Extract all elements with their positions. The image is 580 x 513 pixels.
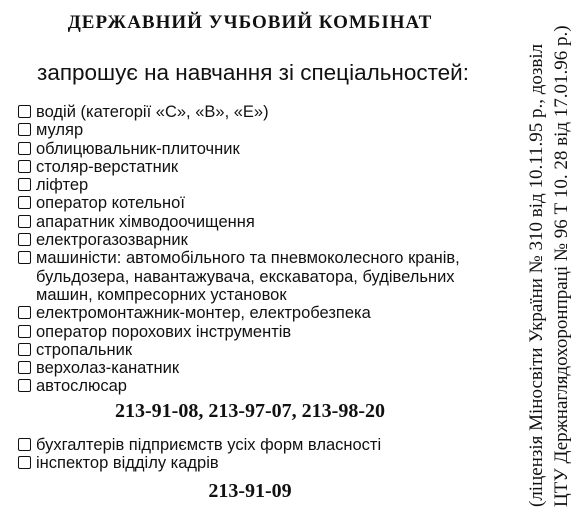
specialty-label: автослюсар [36, 377, 127, 396]
checkbox-icon[interactable] [18, 343, 31, 356]
checkbox-icon[interactable] [18, 361, 31, 374]
checkbox-icon[interactable] [18, 215, 31, 228]
list-item [18, 194, 518, 212]
specialty-label: облицювальник-плиточник [36, 139, 240, 158]
specialty-label: верхолаз-канатник [36, 359, 180, 378]
list-item [18, 158, 518, 176]
list-item [18, 213, 518, 231]
specialty-list [18, 103, 518, 396]
checkbox-icon[interactable] [18, 379, 31, 392]
list-item [18, 454, 518, 472]
checkbox-icon[interactable] [18, 438, 31, 451]
list-item [18, 323, 518, 341]
checkbox-icon[interactable] [18, 325, 31, 338]
license-text [524, 0, 580, 513]
checkbox-icon[interactable] [18, 142, 31, 155]
specialty-label: стропальник [36, 340, 133, 359]
checkbox-icon[interactable] [18, 196, 31, 209]
specialty-label: бухгалтерів підприємств усіх форм власності [36, 436, 382, 454]
list-item [18, 304, 518, 322]
list-item [18, 341, 518, 359]
checkbox-icon[interactable] [18, 251, 31, 264]
phone-number-secondary: 213-91-09 [208, 480, 292, 502]
license-note [524, 0, 580, 513]
specialty-label: столяр-верстатник [36, 157, 179, 176]
checkbox-icon[interactable] [18, 105, 31, 118]
list-item [18, 176, 518, 194]
page-subtitle: запрошує на навчання зі спеціальностей: [37, 60, 470, 85]
specialty-label: муляр [36, 121, 84, 140]
list-item [18, 377, 518, 395]
specialty-list-secondary [18, 436, 518, 473]
checkbox-icon[interactable] [18, 306, 31, 319]
license-line-2: ЦТУ Держнаглядохоронпраці № 96 Т 10. 28 від 17.01.96 р.) [551, 25, 572, 507]
specialty-label: інспектор відділу кадрів [36, 454, 219, 473]
specialty-label: водій (категорії «С», «В», «Е») [36, 103, 269, 121]
list-item [18, 359, 518, 377]
checkbox-icon[interactable] [18, 160, 31, 173]
list-item [18, 231, 518, 249]
list-item [18, 140, 518, 158]
specialty-label: оператор котельної [36, 194, 185, 213]
specialty-label: ліфтер [36, 176, 89, 195]
checkbox-icon[interactable] [18, 456, 31, 469]
specialty-label: електромонтажник-монтер, електробезпека [36, 304, 371, 323]
list-item [18, 121, 518, 139]
specialty-label: оператор порохових інструментів [36, 322, 292, 341]
list-item [18, 249, 518, 304]
checkbox-icon[interactable] [18, 123, 31, 136]
specialty-label: машиністи: автомобільного та пневмоколесного кранів, бульдозера, навантажувача, екскаватора, будівельних машин, компресорних установок [36, 249, 460, 304]
list-item [18, 103, 518, 121]
page-title: ДЕРЖАВНИЙ УЧБОВИЙ КОМБІНАТ [67, 12, 433, 33]
specialty-label: електрогазозварник [36, 231, 188, 250]
phone-numbers: 213-91-08, 213-97-07, 213-98-20 [115, 400, 385, 422]
list-item [18, 436, 518, 454]
checkbox-icon[interactable] [18, 233, 31, 246]
license-line-1: (ліцензія Міносвіти України № 310 від 10.11.95 р., дозвіл [526, 43, 547, 507]
specialty-label: апаратник хімводоочищення [36, 212, 255, 231]
checkbox-icon[interactable] [18, 178, 31, 191]
